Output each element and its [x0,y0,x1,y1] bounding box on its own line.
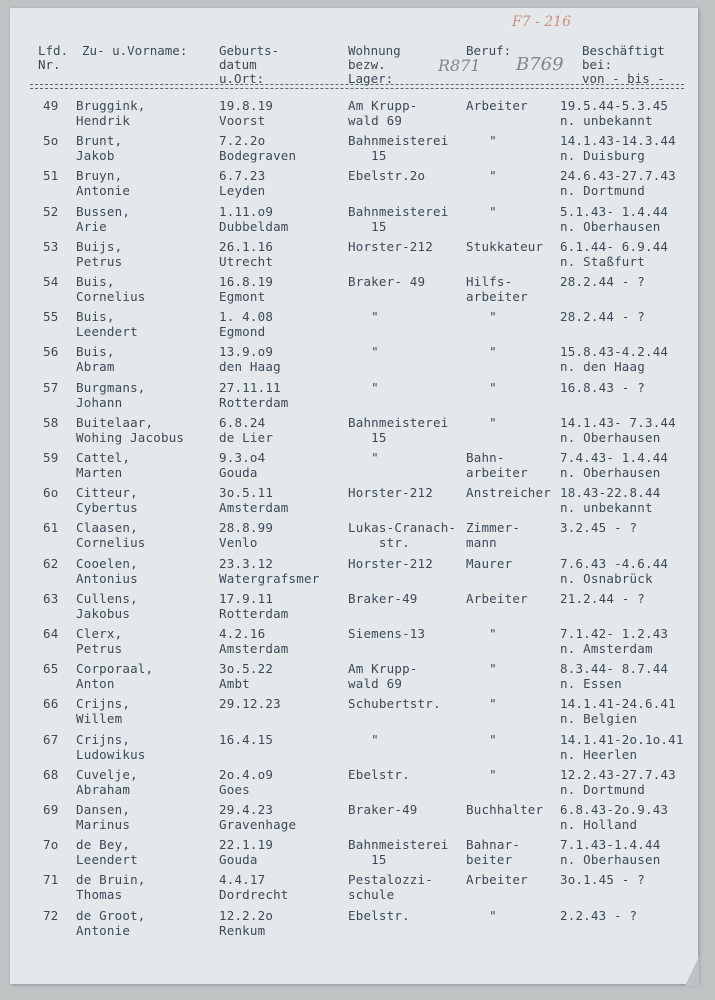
row-name: Brunt, Jakob [76,133,123,163]
row-number: 67 [43,732,59,747]
row-occupation: " [466,133,497,148]
row-occupation: " [466,908,497,923]
pencil-note-left: R871 [438,56,481,75]
row-number: 55 [43,309,59,324]
row-name: Clerx, Petrus [76,626,123,656]
row-birth: 1.11.o9 Dubbeldam [219,204,289,234]
row-employed: 14.1.43-14.3.44 n. Duisburg [560,133,676,163]
row-name: Crijns, Ludowikus [76,732,146,762]
row-address: " [348,380,379,395]
row-employed: 6.8.43-2o.9.43 n. Holland [560,802,669,832]
row-birth: 28.8.99 Venlo [219,520,274,550]
row-number: 59 [43,450,59,465]
row-birth: 12.2.2o Renkum [219,908,274,938]
row-number: 68 [43,767,59,782]
row-address: Bahnmeisterei 15 [348,415,449,445]
row-number: 7o [43,837,59,852]
row-number: 63 [43,591,59,606]
row-name: de Groot, Antonie [76,908,146,938]
row-occupation: " [466,661,497,676]
row-address: Bahnmeisterei 15 [348,204,449,234]
row-occupation: Stukkateur [466,239,544,254]
row-occupation: Buchhalter [466,802,544,817]
row-occupation: Bahnar- beiter [466,837,521,867]
row-address: Braker-49 [348,802,418,817]
row-address: Braker-49 [348,591,418,606]
row-employed: 5.1.43- 1.4.44 n. Oberhausen [560,204,669,234]
row-occupation: " [466,626,497,641]
row-employed: 8.3.44- 8.7.44 n. Essen [560,661,669,691]
row-employed: 6.1.44- 6.9.44 n. Staßfurt [560,239,669,269]
row-occupation: " [466,168,497,183]
row-birth: 6.8.24 de Lier [219,415,274,445]
folded-corner [685,956,699,986]
row-name: Corporaal, Anton [76,661,154,691]
row-number: 65 [43,661,59,676]
header-employed: Beschäftigt bei: von - bis - [582,43,665,86]
row-address: Ebelstr. [348,908,410,923]
row-address: Braker- 49 [348,274,426,289]
pencil-note-right: B769 [516,54,564,75]
header-rule-top [30,84,684,85]
row-employed: 18.43-22.8.44 n. unbekannt [560,485,661,515]
row-name: Cattel, Marten [76,450,131,480]
row-number: 62 [43,556,59,571]
row-number: 64 [43,626,59,641]
row-occupation: Zimmer- mann [466,520,521,550]
row-name: Bruggink, Hendrik [76,98,146,128]
row-employed: 19.5.44-5.3.45 n. unbekannt [560,98,669,128]
row-number: 56 [43,344,59,359]
row-occupation: Hilfs- arbeiter [466,274,528,304]
row-name: Claasen, Cornelius [76,520,146,550]
row-occupation: Arbeiter [466,872,528,887]
row-occupation: " [466,344,497,359]
row-occupation: " [466,732,497,747]
row-number: 66 [43,696,59,711]
row-address: Ebelstr.2o [348,168,426,183]
row-address: " [348,344,379,359]
row-occupation: Maurer [466,556,513,571]
row-employed: 16.8.43 - ? [560,380,645,395]
row-birth: 3o.5.11 Amsterdam [219,485,289,515]
row-number: 52 [43,204,59,219]
header-occupation: Beruf: [466,43,512,58]
row-name: Cooelen, Antonius [76,556,138,586]
row-birth: 13.9.o9 den Haag [219,344,281,374]
row-birth: 29.12.23 [219,696,281,711]
row-number: 72 [43,908,59,923]
row-name: de Bey, Leendert [76,837,138,867]
header-no: Lfd. Nr. [38,43,69,72]
row-birth: 7.2.2o Bodegraven [219,133,297,163]
archive-stamp: F7 - 216 [512,14,571,30]
header-name: Zu- u.Vorname: [82,43,188,58]
row-birth: 16.4.15 [219,732,274,747]
row-occupation: Anstreicher [466,485,551,500]
row-address: " [348,309,379,324]
row-number: 49 [43,98,59,113]
row-occupation: " [466,204,497,219]
row-employed: 2.2.43 - ? [560,908,638,923]
row-number: 51 [43,168,59,183]
row-name: de Bruin, Thomas [76,872,146,902]
row-employed: 7.1.42- 1.2.43 n. Amsterdam [560,626,669,656]
row-birth: 2o.4.o9 Goes [219,767,274,797]
row-name: Dansen, Marinus [76,802,131,832]
row-number: 53 [43,239,59,254]
row-name: Buis, Leendert [76,309,138,339]
row-number: 5o [43,133,59,148]
row-name: Burgmans, Johann [76,380,146,410]
row-employed: 14.1.41-24.6.41 n. Belgien [560,696,676,726]
row-occupation: " [466,380,497,395]
row-address: Schubertstr. [348,696,441,711]
row-number: 69 [43,802,59,817]
row-birth: 3o.5.22 Ambt [219,661,274,691]
row-occupation: " [466,415,497,430]
row-address: Siemens-13 [348,626,426,641]
row-employed: 28.2.44 - ? [560,274,645,289]
row-name: Bussen, Arie [76,204,131,234]
header-birth: Geburts- datum u.Ort: [219,43,280,86]
row-employed: 28.2.44 - ? [560,309,645,324]
row-occupation: Arbeiter [466,98,528,113]
row-address: Pestalozzi- schule [348,872,433,902]
row-address: Bahnmeisterei 15 [348,837,449,867]
row-birth: 16.8.19 Egmont [219,274,274,304]
row-birth: 9.3.o4 Gouda [219,450,266,480]
row-address: " [348,450,379,465]
row-name: Bruyn, Antonie [76,168,131,198]
header-address: Wohnung bezw. Lager: [348,43,401,86]
row-name: Crijns, Willem [76,696,131,726]
row-occupation: Arbeiter [466,591,528,606]
row-name: Buitelaar, Wohing Jacobus [76,415,185,445]
row-birth: 1. 4.08 Egmond [219,309,274,339]
row-name: Cuvelje, Abraham [76,767,138,797]
row-name: Cullens, Jakobus [76,591,138,621]
row-employed: 12.2.43-27.7.43 n. Dortmund [560,767,676,797]
row-address: Am Krupp- wald 69 [348,661,418,691]
row-number: 61 [43,520,59,535]
row-name: Buis, Cornelius [76,274,146,304]
row-employed: 21.2.44 - ? [560,591,645,606]
row-birth: 19.8.19 Voorst [219,98,274,128]
row-address: Am Krupp- wald 69 [348,98,418,128]
row-employed: 7.4.43- 1.4.44 n. Oberhausen [560,450,669,480]
row-number: 71 [43,872,59,887]
row-occupation: " [466,767,497,782]
row-birth: 26.1.16 Utrecht [219,239,274,269]
row-address: Horster-212 [348,556,433,571]
row-occupation: Bahn- arbeiter [466,450,528,480]
row-address: Ebelstr. [348,767,410,782]
row-employed: 14.1.43- 7.3.44 n. Oberhausen [560,415,676,445]
row-birth: 29.4.23 Gravenhage [219,802,297,832]
row-birth: 6.7.23 Leyden [219,168,266,198]
row-number: 54 [43,274,59,289]
row-name: Citteur, Cybertus [76,485,138,515]
row-birth: 22.1.19 Gouda [219,837,274,867]
row-occupation: " [466,309,497,324]
row-address: Horster-212 [348,485,433,500]
row-address: Lukas-Cranach- str. [348,520,457,550]
row-employed: 7.1.43-1.4.44 n. Oberhausen [560,837,661,867]
row-number: 58 [43,415,59,430]
row-number: 57 [43,380,59,395]
row-employed: 15.8.43-4.2.44 n. den Haag [560,344,669,374]
row-name: Buijs, Petrus [76,239,123,269]
row-address: " [348,732,379,747]
row-employed: 3o.1.45 - ? [560,872,645,887]
row-address: Horster-212 [348,239,433,254]
row-employed: 14.1.41-2o.1o.41 n. Heerlen [560,732,684,762]
row-birth: 23.3.12 Watergrafsmer [219,556,320,586]
row-birth: 4.2.16 Amsterdam [219,626,289,656]
row-birth: 27.11.11 Rotterdam [219,380,289,410]
row-occupation: " [466,696,497,711]
row-address: Bahnmeisterei 15 [348,133,449,163]
row-number: 6o [43,485,59,500]
row-employed: 3.2.45 - ? [560,520,638,535]
row-employed: 24.6.43-27.7.43 n. Dortmund [560,168,676,198]
row-employed: 7.6.43 -4.6.44 n. Osnabrück [560,556,669,586]
row-birth: 17.9.11 Rotterdam [219,591,289,621]
header-rule-bottom [30,88,684,89]
row-name: Buis, Abram [76,344,115,374]
row-birth: 4.4.17 Dordrecht [219,872,289,902]
